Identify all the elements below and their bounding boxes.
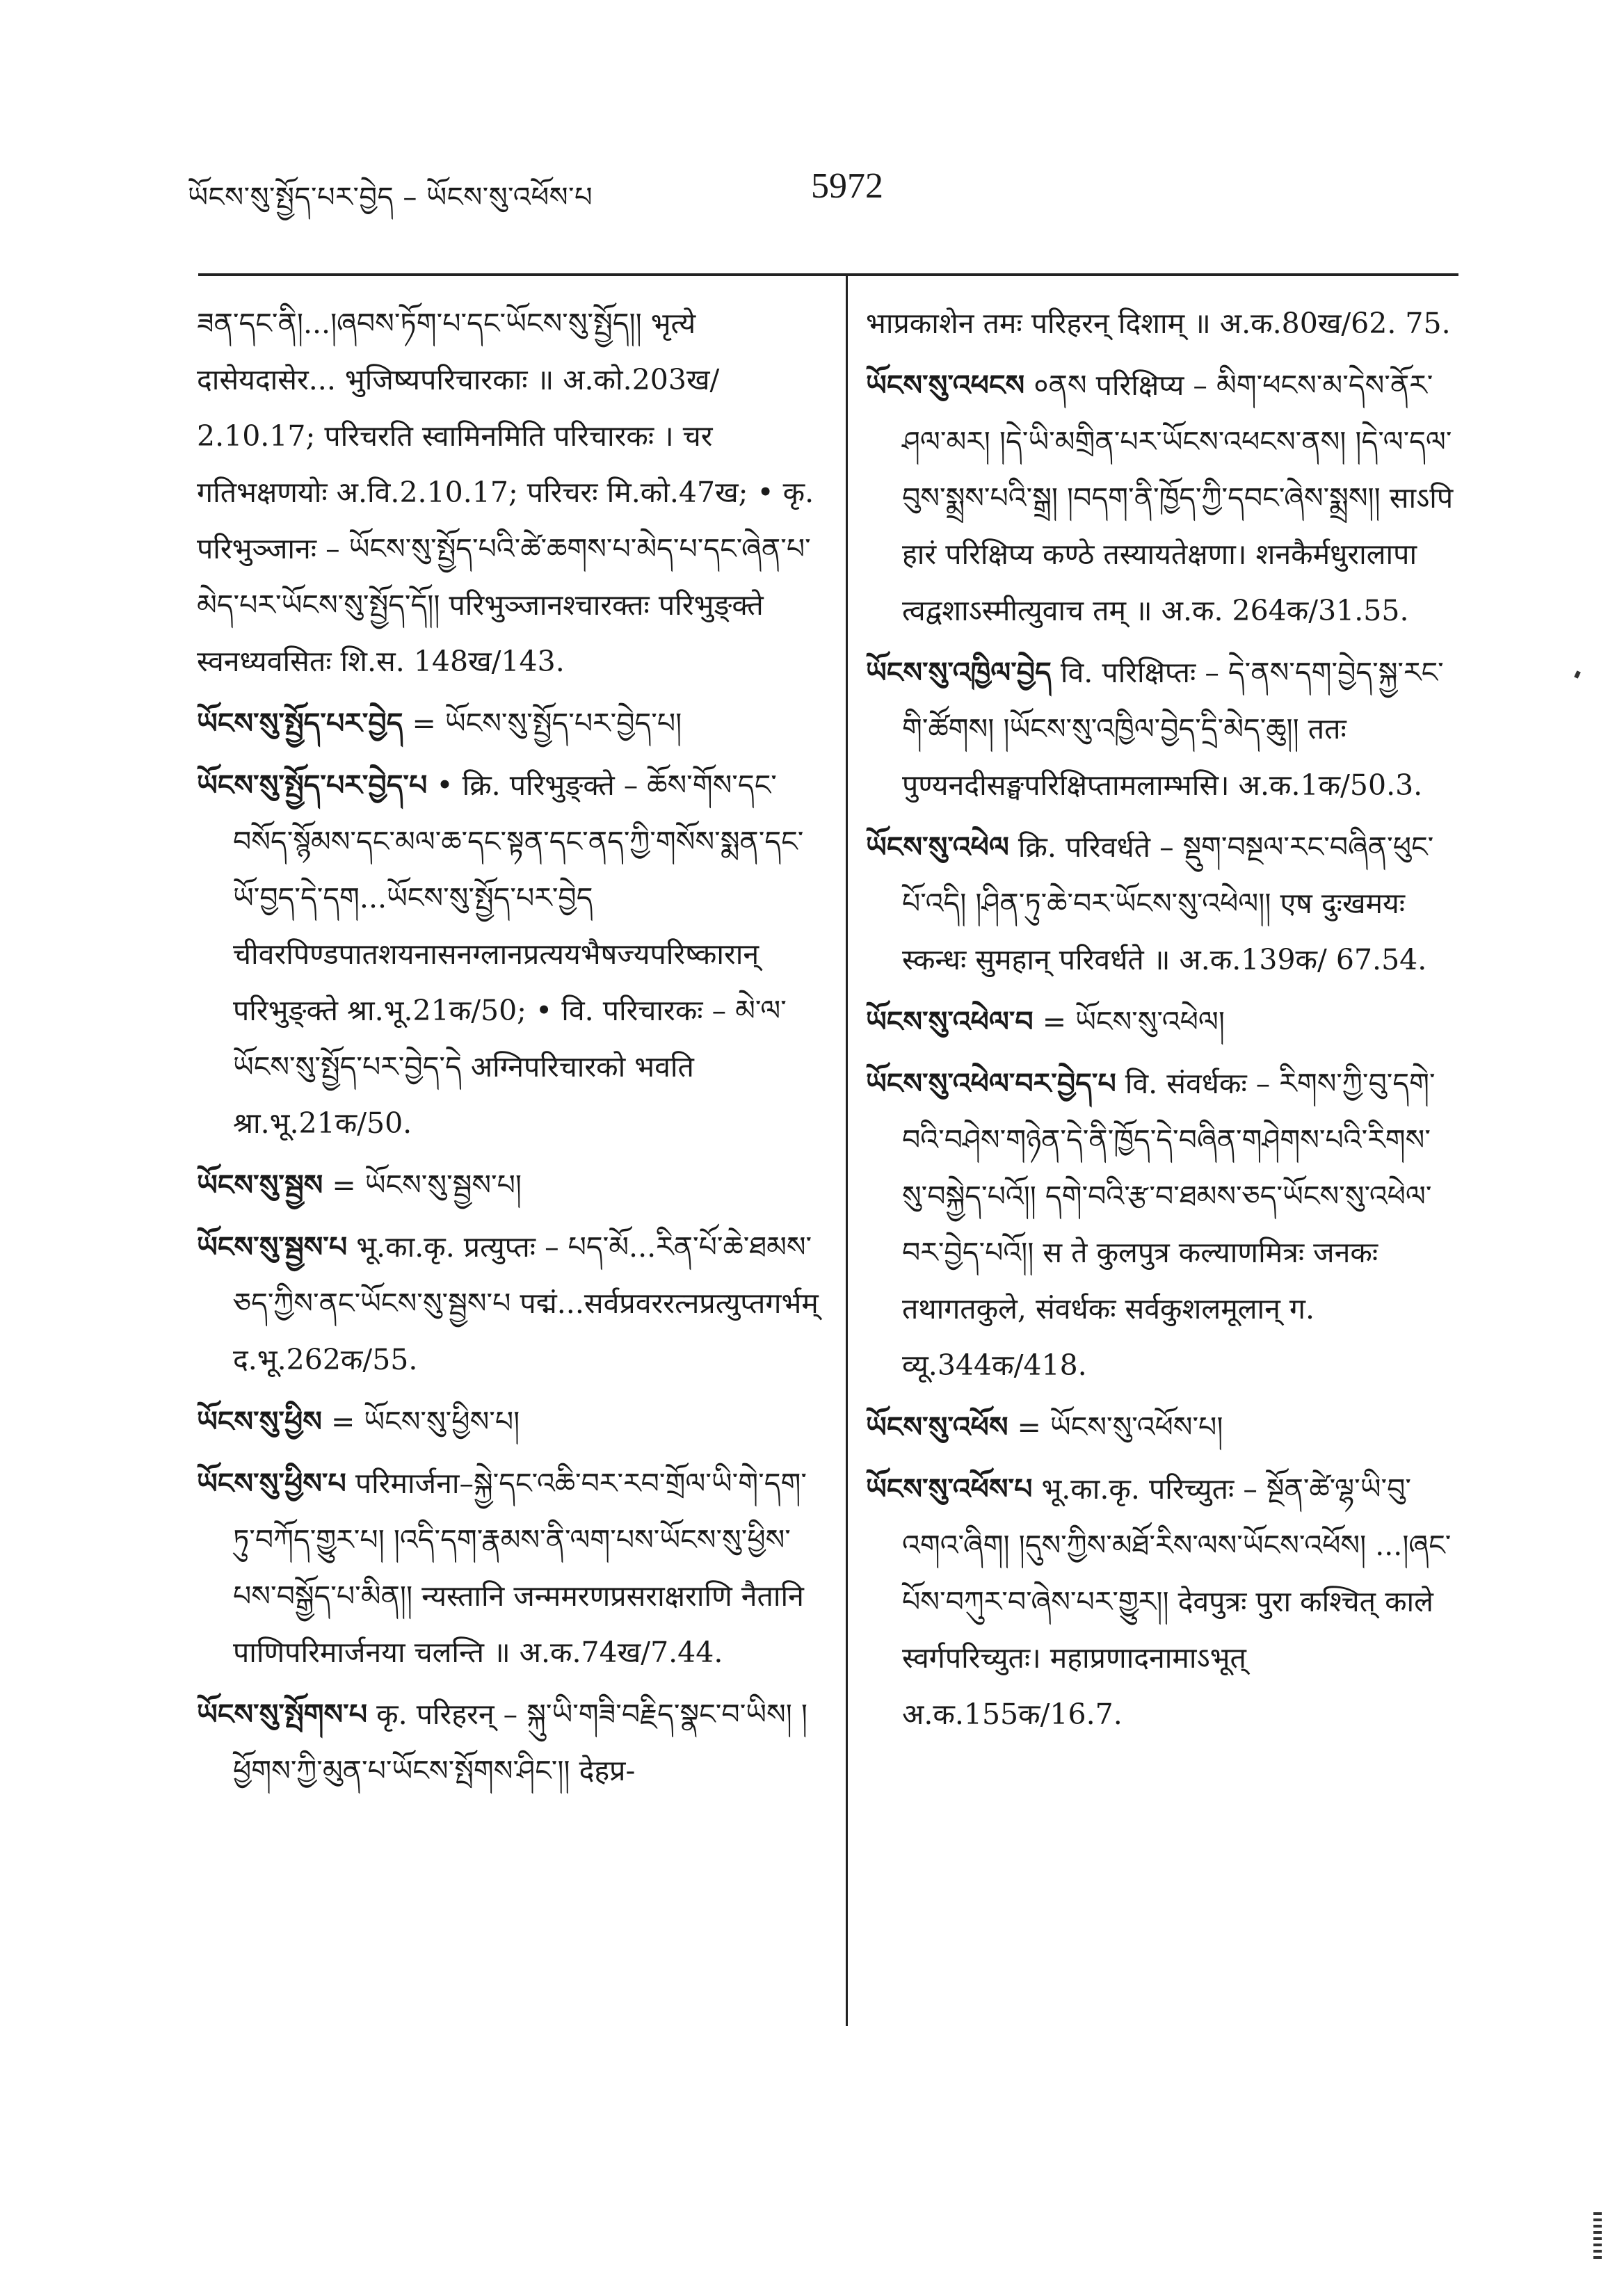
entry-text: कृ. परिहरन् – སྐུ་ཡི་གཟི་བརྗིད་སྣང་བ་ཡིས། །ཕྱོགས་ཀྱི་མུན་པ་ཡོངས་སྤོགས་ཤིང་།། देहप्र- [233,1698,807,1787]
right-column [866,296,1454,1748]
entry-headword: ཡོངས་སུ་འཕངས [866,369,1025,402]
entry-text: ०ནས परिक्षिप्य – མིག་ཕངས་མ་དེས་ནོར་ཤལ་མར། །དེ་ཡི་མགྲིན་པར་ཡོངས་འཕངས་ནས། །དེ་ལ་དལ་བུས་སྨྲས་པའི་སྒྲ། །བདག་ནི་ཁྱོད་ཀྱི་དབང་ཞེས་སྨྲས།། साऽपि हारं परिक्षिप्य कण्ठे तस्यायतेक्षणा। शनकैर्मधुरालापा त्वद्वशाऽस्मीत्युवाच तम् ॥ अ.क. 264क/31.55. [902,369,1454,627]
dictionary-entry [866,1056,1454,1394]
dictionary-entry [197,1157,823,1214]
entry-text: वि. संवर्धकः – རིགས་ཀྱི་བུ་དགེ་བའི་བཤེས་གཉེན་དེ་ནི་ཁྱོད་དེ་བཞིན་གཤེགས་པའི་རིགས་སུ་བསྐྱེད་པའོ།། དགེ་བའི་རྩ་བ་ཐམས་ཅད་ཡོངས་སུ་འཕེལ་བར་བྱེད་པའོ།། स ते कुलपुत्र कल्याणमित्रः जनकः तथागतकुले, संवर्धकः सर्वकुशलमूलान् ग. व्यू.344क/418. [902,1067,1436,1382]
dictionary-entry [197,1394,823,1450]
dictionary-entry [866,296,1454,352]
entry-headword: ཡོངས་སུ་ཕྱིས [197,1405,322,1438]
left-column [197,296,823,1805]
dictionary-entry [197,1219,823,1388]
entry-text: = ཡོངས་སུ་སྦྱས་པ། [323,1168,522,1202]
column-divider [846,273,848,2026]
entry-headword: ཡོངས་སུ་འཕེལ [866,830,1009,864]
dictionary-entry [197,695,823,752]
entry-headword: ཡོངས་སུ་འཁྱིལ་བྱེད [866,656,1052,689]
dictionary-entry [866,819,1454,988]
entry-headword: ཡོངས་སུ་འཕེལ་བར་བྱེད་པ [866,1067,1116,1100]
dictionary-entry [197,757,823,1152]
entry-text: = ཡོངས་སུ་སྤྱོད་པར་བྱེད་པ། [403,707,682,740]
entry-text: • क्रि. परिभुङ्क्ते – ཆོས་གོས་དང་བསོད་སྙོམས་དང་མལ་ཆ་དང་སྟན་དང་ནད་ཀྱི་གསོས་སྨན་དང་ཡོ་བྱད་དེ་དག...ཡོངས་སུ་སྤྱོད་པར་བྱེད चीवरपिण्डपातशयनासनग्लानप्रत्ययभैषज्यपरिष्कारान् परिभुङ्क्ते श्रा.भू.21क/50; • वि. परिचारकः – མེ་ལ་ཡོངས་སུ་སྤྱོད་པར་བྱེད་དེ अग्निपरिचारको भवति श्रा.भू.21क/50. [233,768,804,1140]
entry-text: भू.का.कृ. प्रत्युप्तः – པད་མོ...རིན་པོ་ཆེ་ཐམས་ཅད་ཀྱིས་ནང་ཡོངས་སུ་སྦྱས་པ पद्मं...सर्वप्रवररत्नप्रत्युप्तगर्भम् द.भू.262क/55. [233,1230,819,1376]
running-title: ཡོངས་སུ་སྤྱོད་པར་བྱེད – ཡོངས་སུ་འཕོས་པ [188,182,593,214]
dictionary-entry [197,1686,823,1799]
entry-text: क्रि. परिवर्धते – སྡུག་བསྔལ་རང་བཞིན་ཕུང་པོ་འདི། །ཤིན་ཏུ་ཆེ་བར་ཡོངས་སུ་འཕེལ།། एष दुःखमयः स्कन्धः सुमहान् परिवर्धते ॥ अ.क.139क/ 67.54. [902,830,1434,976]
entry-text: = ཡོངས་སུ་འཕེལ། [1033,1005,1225,1038]
header-rule [198,273,1458,276]
entry-text: भू.का.कृ. परिच्युतः – སྔོན་ཚེ་ལྷ་ཡི་བུ་འགའ་ཞིག། །དུས་ཀྱིས་མཐོ་རིས་ལས་ཡོངས་འཕོས། ...།ཞང་པོས་བཀུར་བ་ཞེས་པར་གྱུར།། देवपुत्रः पुरा कश्चित् काले स्वर्गपरिच्युतः। महाप्रणादनामाऽभूत् अ.क.155क/16.7. [902,1472,1452,1731]
dictionary-entry [866,645,1454,814]
dictionary-entry [866,1461,1454,1743]
scan-speck [1574,670,1581,679]
entry-text: भाप्रकाशेन तमः परिहरन् दिशाम् ॥ अ.क.80ख/62. 75. [866,307,1451,340]
dictionary-entry [197,1456,823,1681]
entry-headword: ཡོངས་སུ་སྤོགས་པ [197,1698,368,1731]
page-number: 5972 [811,166,883,206]
entry-headword: ཡོངས་སུ་འཕོས [866,1410,1008,1444]
entry-headword: ཡོངས་སུ་ཕྱིས་པ [197,1467,346,1500]
entry-headword: ཡོངས་སུ་སྦྱས་པ [197,1230,348,1264]
entry-text: = ཡོངས་སུ་འཕོས་པ། [1008,1410,1223,1444]
dictionary-entry [866,357,1454,639]
scan-artifact [1593,2212,1602,2262]
entry-text: परिमार्जना–སྐྱེ་དང་འཆི་བར་རབ་གྲོལ་ཡི་གེ་དག་ཏུ་བཀོད་གྱུར་པ། །འདི་དག་རྣམས་ནི་ལག་པས་ཡོངས་སུ་ཕྱིས་པས་བསྒྱོད་པ་མིན།། न्यस्तानि जन्ममरणप्रसराक्षराणि नैतानि पाणिपरिमार्जनया चलन्ति ॥ अ.क.74ख/7.44. [233,1467,807,1669]
dictionary-entry [866,1399,1454,1456]
entry-text: = ཡོངས་སུ་ཕྱིས་པ། [321,1405,520,1438]
entry-headword: ཡོངས་སུ་སྤྱོད་པར་བྱེད [197,707,403,740]
entry-text: वि. परिक्षिप्तः – དེ་ནས་དག་བྱེད་སྐྱ་རང་གི་ཚོགས། །ཡོངས་སུ་འཁྱིལ་བྱེད་དྲི་མེད་ཆུ།། ततः पुण्यनदीसङ्घपरिक्षिप्तामलाम्भसि। अ.क.1क/50.3. [902,656,1444,802]
dictionary-entry [866,994,1454,1050]
entry-headword: ཡོངས་སུ་འཕོས་པ [866,1472,1033,1506]
entry-headword: ཡོངས་སུ་སྤྱོད་པར་བྱེད་པ [197,768,428,802]
dictionary-entry [197,296,823,690]
entry-headword: ཡོངས་སུ་འཕེལ་བ [866,1005,1034,1038]
entry-text: ཟན་དང་ནི།...།ཞབས་ཏོག་པ་དང་ཡོངས་སུ་སྤྱོད།། भृत्ये दासेयदासेर... भुजिष्यपरिचारकाः ॥ अ.को.203ख/ 2.10.17; परिचरति स्वामिनमिति परिचारकः । चर गतिभक्षणयोः अ.वि.2.10.17; परिचरः मि.को.47ख; • कृ. परिभुञ्जानः – ཡོངས་སུ་སྤྱོད་པའི་ཚེ་ཆགས་པ་མེད་པ་དང་ཞེན་པ་མེད་པར་ཡོངས་སུ་སྤྱོད་དོ།། परिभुञ्जानश्चारक्तः परिभुङ्क्ते स्वनध्यवसितः शि.स. 148ख/143. [197,307,814,678]
entry-headword: ཡོངས་སུ་སྦྱས [197,1168,323,1202]
